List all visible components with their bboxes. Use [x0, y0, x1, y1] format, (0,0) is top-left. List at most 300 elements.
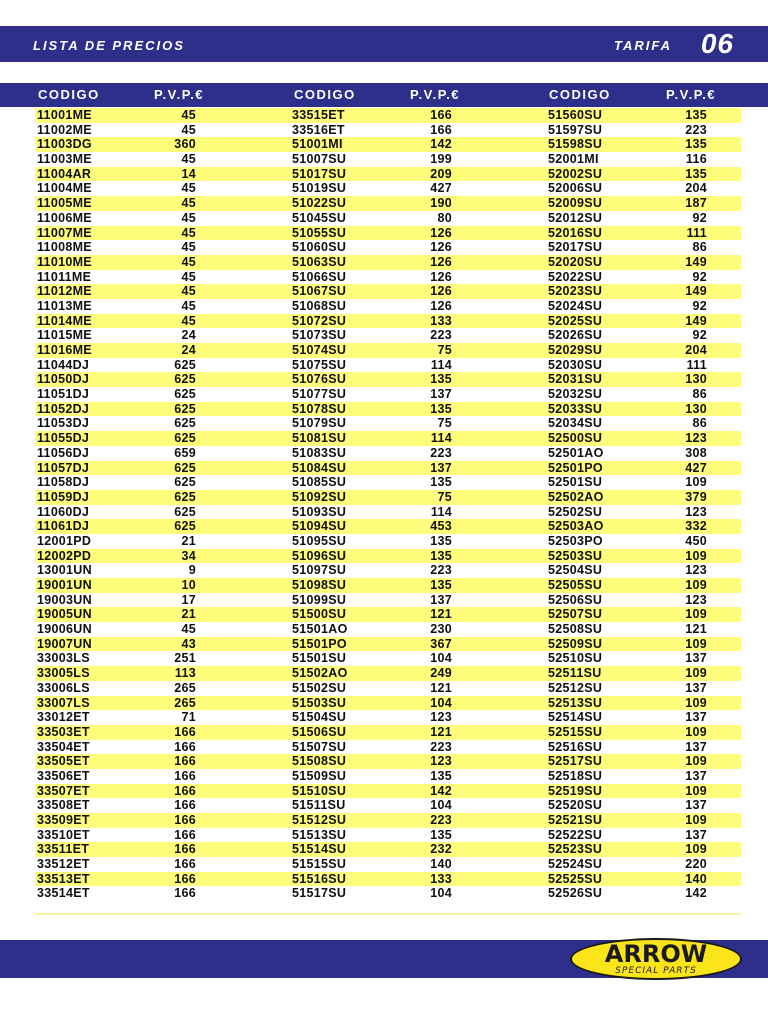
table-row: [35, 475, 741, 490]
price-header-3: P.V.P.€: [666, 87, 717, 102]
product-price: 109: [685, 695, 707, 710]
product-price: 190: [430, 196, 452, 211]
product-price: 135: [430, 827, 452, 842]
product-code: 52500SU: [548, 431, 603, 446]
product-price: 427: [430, 181, 452, 196]
product-price: 223: [430, 563, 452, 578]
product-code: 51077SU: [292, 387, 347, 402]
table-row: [35, 181, 741, 196]
product-price: 121: [430, 724, 452, 739]
product-code: 52031SU: [548, 372, 603, 387]
product-code: 11012ME: [37, 284, 92, 299]
product-price: 166: [174, 768, 196, 783]
product-price: 123: [685, 563, 707, 578]
product-price: 24: [181, 343, 196, 357]
product-code: 11016ME: [37, 343, 92, 357]
product-code: 11004ME: [37, 181, 92, 196]
product-price: 123: [430, 754, 452, 769]
table-row: [35, 578, 741, 593]
table-end-divider: [35, 913, 741, 915]
product-code: 51516SU: [292, 871, 347, 886]
product-code: 52017SU: [548, 240, 603, 255]
product-code: 33513ET: [37, 871, 90, 886]
product-code: 11055DJ: [37, 431, 90, 446]
product-price: 135: [430, 533, 452, 548]
product-price: 625: [174, 519, 196, 534]
product-price: 111: [686, 225, 707, 240]
product-price: 121: [430, 607, 452, 622]
product-price: 45: [181, 181, 196, 196]
product-code: 33005LS: [37, 666, 90, 681]
product-code: 19007UN: [37, 636, 92, 651]
product-code: 52024SU: [548, 298, 603, 313]
table-row: [35, 828, 741, 843]
product-price: 142: [430, 783, 452, 798]
product-code: 11011ME: [37, 269, 92, 284]
table-row: [35, 446, 741, 461]
product-code: 33012ET: [37, 710, 90, 725]
price-list-table: [35, 108, 741, 901]
product-price: 427: [685, 460, 707, 475]
top-header-bar: [0, 26, 768, 62]
table-row: [35, 137, 741, 152]
product-code: 52501PO: [548, 460, 603, 475]
product-price: 21: [181, 533, 196, 548]
product-code: 11006ME: [37, 210, 92, 225]
table-row: [35, 196, 741, 211]
product-code: 33006LS: [37, 680, 90, 695]
product-code: 33504ET: [37, 739, 90, 754]
product-price: 45: [181, 254, 196, 269]
product-code: 51076SU: [292, 372, 347, 387]
product-price: 45: [181, 622, 196, 637]
product-price: 121: [430, 680, 452, 695]
product-price: 149: [685, 313, 707, 328]
product-code: 51510SU: [292, 783, 347, 798]
product-price: 135: [430, 475, 452, 490]
code-header-3: CODIGO: [549, 87, 611, 102]
product-code: 52523SU: [548, 842, 603, 857]
product-code: 52514SU: [548, 710, 603, 725]
product-price: 109: [685, 607, 707, 622]
product-price: 126: [430, 254, 452, 269]
product-code: 51093SU: [292, 504, 347, 519]
product-code: 52503SU: [548, 548, 603, 563]
product-price: 75: [437, 416, 452, 431]
product-code: 51501SU: [292, 651, 347, 666]
product-code: 51096SU: [292, 548, 347, 563]
table-row: [35, 725, 741, 740]
product-code: 51517SU: [292, 886, 347, 901]
product-code: 52526SU: [548, 886, 603, 901]
table-row: [35, 637, 741, 652]
product-code: 52512SU: [548, 680, 603, 695]
arrow-logo: [570, 938, 742, 980]
product-code: 19005UN: [37, 607, 92, 622]
product-price: 453: [430, 519, 452, 534]
table-row: [35, 710, 741, 725]
table-row: [35, 505, 741, 520]
product-code: 33507ET: [37, 783, 90, 798]
product-code: 52029SU: [548, 343, 603, 357]
code-header-2: CODIGO: [294, 87, 356, 102]
product-price: 367: [430, 636, 452, 651]
product-code: 51063SU: [292, 254, 347, 269]
product-price: 45: [181, 196, 196, 211]
product-code: 33510ET: [37, 827, 90, 842]
table-row: [35, 681, 741, 696]
product-price: 332: [685, 519, 707, 534]
table-row: [35, 696, 741, 711]
product-code: 52513SU: [548, 695, 603, 710]
product-code: 51512SU: [292, 813, 347, 827]
product-code: 11059DJ: [37, 489, 90, 504]
product-code: 33508ET: [37, 798, 90, 813]
table-row: [35, 108, 741, 123]
product-code: 51078SU: [292, 401, 347, 416]
product-code: 52525SU: [548, 871, 603, 886]
product-code: 51019SU: [292, 181, 347, 196]
product-price: 116: [685, 152, 707, 167]
table-row: [35, 593, 741, 608]
product-price: 10: [181, 578, 196, 592]
product-price: 149: [685, 284, 707, 299]
product-price: 135: [430, 401, 452, 416]
product-price: 625: [174, 475, 196, 490]
product-price: 92: [692, 269, 707, 284]
product-code: 52506SU: [548, 592, 603, 607]
table-row: [35, 314, 741, 329]
product-code: 52502SU: [548, 504, 603, 519]
product-code: 51060SU: [292, 240, 347, 255]
product-price: 659: [174, 445, 196, 460]
table-row: [35, 270, 741, 285]
product-price: 137: [685, 798, 707, 813]
product-price: 199: [430, 152, 452, 167]
code-header-1: CODIGO: [38, 87, 100, 102]
product-price: 137: [685, 710, 707, 725]
product-code: 52002SU: [548, 166, 603, 181]
product-code: 52503AO: [548, 519, 604, 534]
product-code: 51597SU: [548, 122, 603, 137]
table-row: [35, 240, 741, 255]
product-code: 33511ET: [37, 842, 90, 857]
product-price: 109: [685, 636, 707, 651]
product-code: 51079SU: [292, 416, 347, 431]
product-price: 140: [685, 871, 707, 886]
product-code: 51092SU: [292, 489, 347, 504]
product-price: 251: [174, 651, 196, 666]
product-code: 52006SU: [548, 181, 603, 196]
product-code: 52022SU: [548, 269, 603, 284]
product-price: 109: [685, 475, 707, 490]
product-code: 11005ME: [37, 196, 92, 211]
product-code: 51560SU: [548, 108, 603, 122]
product-code: 19003UN: [37, 592, 92, 607]
product-code: 11002ME: [37, 122, 92, 137]
product-code: 51017SU: [292, 166, 347, 181]
product-price: 625: [174, 387, 196, 402]
product-price: 625: [174, 357, 196, 372]
logo-subtext: SPECIAL PARTS: [615, 966, 697, 976]
product-code: 11003ME: [37, 152, 92, 167]
product-price: 45: [181, 313, 196, 328]
product-code: 11053DJ: [37, 416, 90, 431]
product-price: 111: [686, 357, 707, 372]
product-code: 11008ME: [37, 240, 92, 255]
price-header-2: P.V.P.€: [410, 87, 461, 102]
table-row: [35, 872, 741, 887]
table-row: [35, 226, 741, 241]
product-code: 52504SU: [548, 563, 603, 578]
table-row: [35, 622, 741, 637]
product-price: 9: [188, 563, 196, 578]
product-price: 166: [174, 871, 196, 886]
product-code: 51501PO: [292, 636, 347, 651]
product-code: 51099SU: [292, 592, 347, 607]
product-price: 142: [685, 886, 707, 901]
product-code: 51072SU: [292, 313, 347, 328]
product-price: 126: [430, 298, 452, 313]
product-code: 51514SU: [292, 842, 347, 857]
product-price: 113: [174, 666, 196, 681]
product-code: 51501AO: [292, 622, 348, 637]
product-price: 86: [692, 387, 707, 402]
product-price: 137: [685, 768, 707, 783]
product-code: 33007LS: [37, 695, 90, 710]
product-price: 137: [430, 460, 452, 475]
product-price: 135: [430, 372, 452, 387]
product-code: 51504SU: [292, 710, 347, 725]
product-code: 11014ME: [37, 313, 92, 328]
product-code: 11051DJ: [37, 387, 90, 402]
product-price: 137: [430, 592, 452, 607]
product-code: 52016SU: [548, 225, 603, 240]
product-price: 166: [174, 842, 196, 857]
product-price: 109: [685, 813, 707, 827]
table-row: [35, 152, 741, 167]
product-code: 11052DJ: [37, 401, 90, 416]
product-price: 223: [430, 445, 452, 460]
product-code: 51500SU: [292, 607, 347, 622]
product-code: 51513SU: [292, 827, 347, 842]
product-price: 92: [692, 328, 707, 343]
product-price: 104: [430, 651, 452, 666]
product-price: 450: [685, 533, 707, 548]
product-code: 33003LS: [37, 651, 90, 666]
product-code: 52033SU: [548, 401, 603, 416]
product-price: 625: [174, 372, 196, 387]
product-code: 51507SU: [292, 739, 347, 754]
product-price: 109: [685, 842, 707, 857]
product-price: 123: [430, 710, 452, 725]
product-code: 51066SU: [292, 269, 347, 284]
product-price: 230: [430, 622, 452, 637]
product-price: 123: [685, 592, 707, 607]
product-price: 140: [430, 857, 452, 872]
product-price: 166: [174, 886, 196, 901]
product-code: 51506SU: [292, 724, 347, 739]
product-price: 308: [685, 445, 707, 460]
product-price: 34: [181, 548, 196, 563]
product-code: 11050DJ: [37, 372, 90, 387]
product-price: 109: [685, 783, 707, 798]
product-price: 220: [685, 857, 707, 872]
product-code: 11044DJ: [37, 357, 90, 372]
product-price: 249: [430, 666, 452, 681]
product-price: 137: [685, 739, 707, 754]
price-header-1: P.V.P.€: [154, 87, 205, 102]
product-code: 52009SU: [548, 196, 603, 211]
product-price: 17: [181, 592, 196, 607]
table-row: [35, 813, 741, 828]
table-row: [35, 857, 741, 872]
product-price: 109: [685, 578, 707, 592]
product-code: 52515SU: [548, 724, 603, 739]
product-price: 166: [174, 754, 196, 769]
product-code: 51097SU: [292, 563, 347, 578]
product-price: 109: [685, 754, 707, 769]
product-code: 33515ET: [292, 108, 345, 122]
product-code: 51001MI: [292, 137, 343, 152]
table-row: [35, 651, 741, 666]
product-price: 135: [430, 578, 452, 592]
product-price: 130: [685, 372, 707, 387]
product-code: 11007ME: [37, 225, 92, 240]
product-code: 52030SU: [548, 357, 603, 372]
product-code: 19006UN: [37, 622, 92, 637]
product-price: 137: [685, 651, 707, 666]
product-price: 121: [685, 622, 707, 637]
product-code: 33509ET: [37, 813, 90, 827]
table-row: [35, 343, 741, 358]
product-price: 223: [430, 739, 452, 754]
product-price: 126: [430, 284, 452, 299]
product-price: 104: [430, 886, 452, 901]
product-code: 51515SU: [292, 857, 347, 872]
product-price: 135: [430, 548, 452, 563]
product-price: 137: [430, 387, 452, 402]
product-code: 52026SU: [548, 328, 603, 343]
table-row: [35, 534, 741, 549]
product-code: 52511SU: [548, 666, 602, 681]
product-price: 135: [430, 768, 452, 783]
product-code: 33516ET: [292, 122, 345, 137]
product-price: 80: [437, 210, 452, 225]
product-price: 187: [685, 196, 707, 211]
product-code: 51503SU: [292, 695, 347, 710]
product-code: 51511SU: [292, 798, 346, 813]
product-price: 166: [174, 798, 196, 813]
product-price: 166: [174, 783, 196, 798]
product-price: 223: [430, 813, 452, 827]
product-code: 51081SU: [292, 431, 347, 446]
table-row: [35, 211, 741, 226]
product-price: 625: [174, 401, 196, 416]
product-code: 51075SU: [292, 357, 347, 372]
product-price: 45: [181, 298, 196, 313]
product-code: 33512ET: [37, 857, 90, 872]
table-row: [35, 490, 741, 505]
product-price: 86: [692, 416, 707, 431]
product-code: 52503PO: [548, 533, 603, 548]
product-price: 379: [685, 489, 707, 504]
table-row: [35, 255, 741, 270]
product-price: 223: [430, 328, 452, 343]
product-code: 11056DJ: [37, 445, 90, 460]
product-price: 24: [181, 328, 196, 343]
product-price: 232: [430, 842, 452, 857]
product-price: 45: [181, 210, 196, 225]
product-code: 51068SU: [292, 298, 347, 313]
table-row: [35, 769, 741, 784]
product-code: 52521SU: [548, 813, 603, 827]
product-code: 51502AO: [292, 666, 348, 681]
product-price: 135: [685, 108, 707, 122]
product-code: 11061DJ: [37, 519, 90, 534]
product-code: 52023SU: [548, 284, 603, 299]
product-price: 126: [430, 240, 452, 255]
product-code: 51508SU: [292, 754, 347, 769]
product-price: 133: [430, 313, 452, 328]
product-code: 52501SU: [548, 475, 603, 490]
product-code: 52518SU: [548, 768, 603, 783]
product-price: 45: [181, 269, 196, 284]
table-row: [35, 416, 741, 431]
product-price: 360: [174, 137, 196, 152]
table-row: [35, 387, 741, 402]
product-price: 166: [174, 739, 196, 754]
logo-text: ARROW: [604, 940, 708, 968]
product-code: 11004AR: [37, 166, 92, 181]
product-code: 19001UN: [37, 578, 92, 592]
table-row: [35, 666, 741, 681]
product-price: 109: [685, 548, 707, 563]
product-code: 51074SU: [292, 343, 347, 357]
product-code: 51084SU: [292, 460, 347, 475]
product-price: 75: [437, 343, 452, 357]
product-price: 109: [685, 666, 707, 681]
product-price: 104: [430, 798, 452, 813]
table-row: [35, 754, 741, 769]
product-code: 52034SU: [548, 416, 603, 431]
product-code: 52510SU: [548, 651, 603, 666]
product-code: 51098SU: [292, 578, 347, 592]
product-price: 75: [437, 489, 452, 504]
page-title: LISTA DE PRECIOS: [33, 38, 185, 53]
product-price: 166: [430, 108, 452, 122]
product-price: 45: [181, 225, 196, 240]
table-row: [35, 798, 741, 813]
product-price: 204: [685, 343, 707, 357]
product-price: 142: [430, 137, 452, 152]
product-code: 52508SU: [548, 622, 603, 637]
product-code: 51094SU: [292, 519, 347, 534]
product-code: 51509SU: [292, 768, 347, 783]
product-price: 114: [430, 431, 452, 446]
product-code: 52519SU: [548, 783, 603, 798]
product-code: 11060DJ: [37, 504, 90, 519]
product-code: 52025SU: [548, 313, 603, 328]
tarifa-number: 06: [700, 28, 734, 59]
product-code: 52505SU: [548, 578, 603, 592]
table-row: [35, 563, 741, 578]
product-code: 52522SU: [548, 827, 603, 842]
product-code: 11003DG: [37, 137, 92, 152]
product-price: 137: [685, 680, 707, 695]
product-price: 45: [181, 152, 196, 167]
product-price: 45: [181, 108, 196, 122]
